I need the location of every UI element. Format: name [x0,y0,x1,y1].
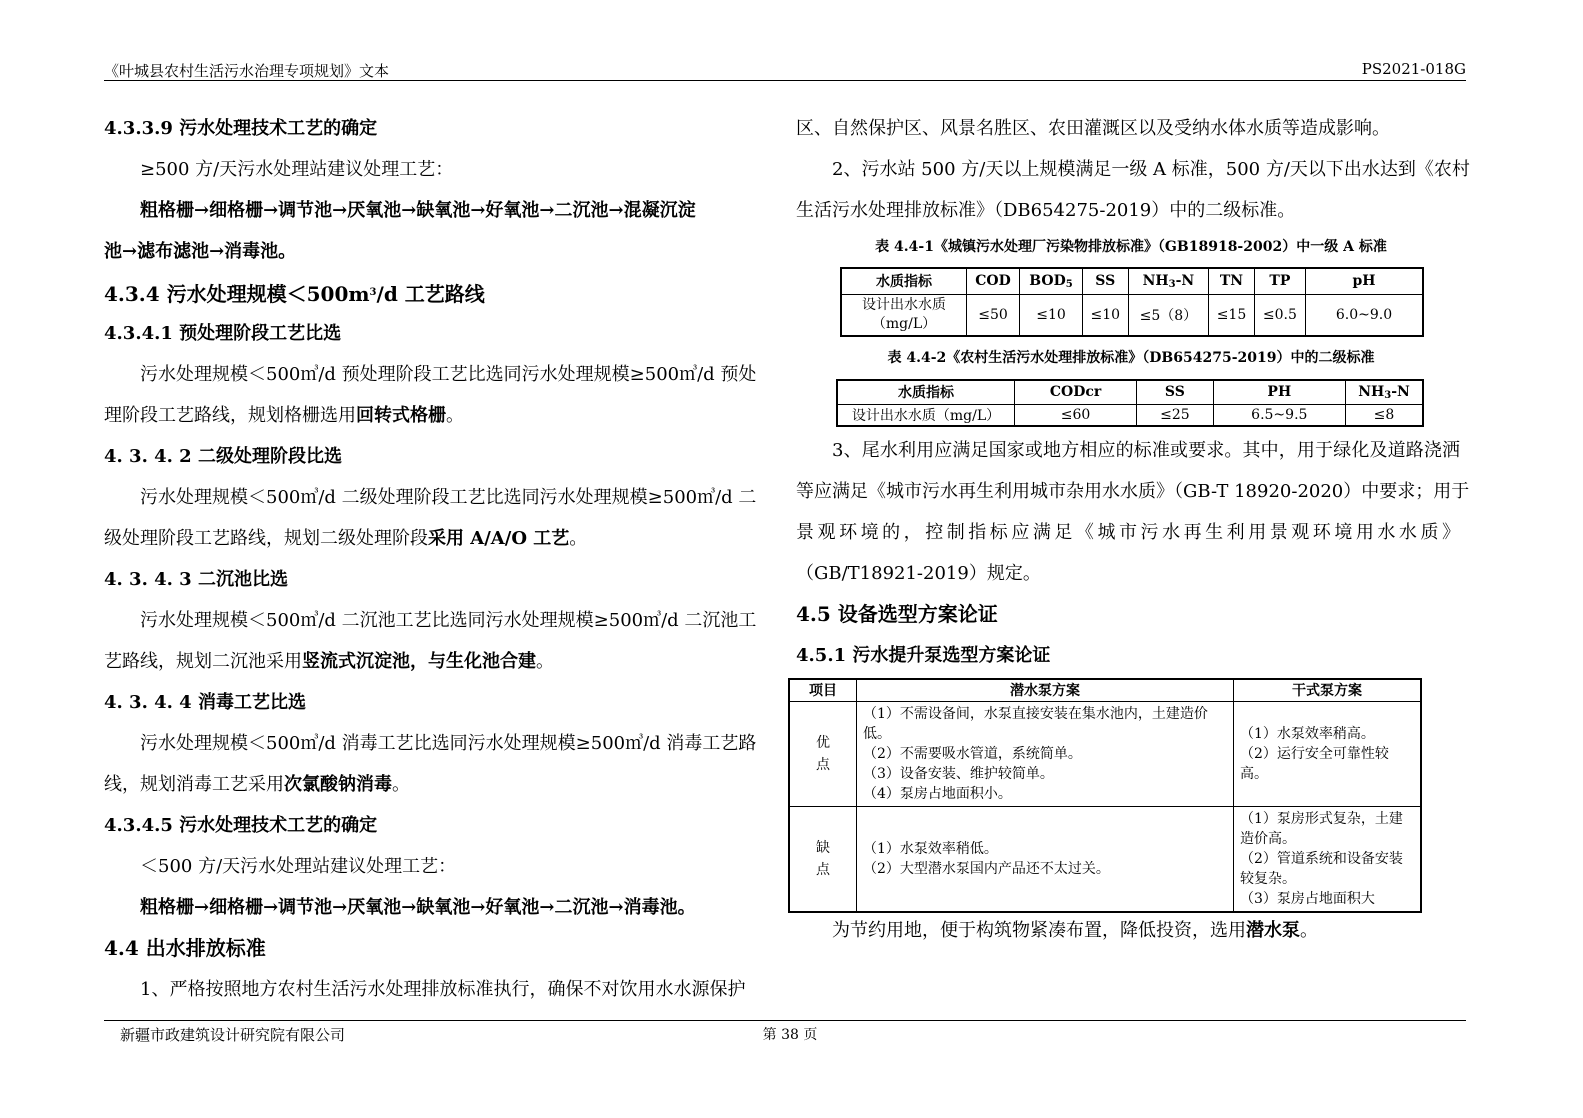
right-column-lower [796,430,1470,676]
t2-cell: ≤25 [1137,404,1213,426]
process-flow-cont: 池→滤布滤池→消毒池。 [104,241,297,262]
right-column [796,108,1470,231]
pump-header: 干式泵方案 [1234,679,1422,701]
paragraph-cont: 级处理阶段工艺路线，规划二级处理阶段采用 A/A/O 工艺。 [104,528,588,549]
pump-cell-dry-adv: （1）水泵效率稍高。 （2）运行安全可靠性较高。 [1234,701,1422,806]
footer-rule [104,1020,1466,1021]
paragraph: ≥500 方/天污水处理站建议处理工艺： [140,159,454,180]
heading-45: 4.5 设备选型方案论证 [796,602,998,626]
paragraph: 1、严格按照地方农村生活污水处理排放标准执行，确保不对饮用水水源保护 [140,979,746,1000]
page-number: 第 38 页 [762,1027,818,1043]
pump-header: 潜水泵方案 [857,679,1234,701]
header-right: PS2021-018G [1361,60,1466,78]
t2-header: SS [1137,380,1213,404]
t1-header: pH [1306,268,1424,294]
paragraph: 区、自然保护区、风景名胜区、农田灌溉区以及受纳水体水质等造成影响。 [796,118,1390,139]
pump-cell-sub-dis: （1）水泵效率稍低。 （2）大型潜水泵国内产品还不太过关。 [857,806,1234,912]
t2-cell: 6.5~9.5 [1213,404,1345,426]
t1-cell: 6.0~9.0 [1306,294,1424,336]
process-flow: 粗格栅→细格栅→调节池→厌氧池→缺氧池→好氧池→二沉池→混凝沉淀 [140,200,696,221]
paragraph-cont: （GB/T18921-2019）规定。 [796,563,1041,584]
t1-header: 水质指标 [841,268,967,294]
pump-cell-dry-dis: （1）泵房形式复杂，土建造价高。 （2）管道系统和设备安装较复杂。 （3）泵房占地面积大 [1234,806,1422,912]
t1-header: $NH_3-N$ [1128,268,1209,294]
t2-cell: ≤8 [1346,404,1424,426]
pump-header: 项目 [789,679,857,701]
t2-header: PH [1213,380,1345,404]
heading-4345: 4.3.4.5 污水处理技术工艺的确定 [104,815,378,836]
footer-left: 新疆市政建筑设计研究院有限公司 [120,1026,346,1044]
heading-4342: 4. 3. 4. 2 二级处理阶段比选 [104,446,342,467]
t1-cell: ≤0.5 [1254,294,1305,336]
t1-cell: ≤10 [1082,294,1128,336]
heading-4341: 4.3.4.1 预处理阶段工艺比选 [104,323,342,344]
t2-header: $NH_3-N$ [1346,380,1424,404]
paragraph: 污水处理规模＜500㎥/d 二级处理阶段工艺比选同污水处理规模≥500㎥/d 二 [140,487,757,508]
t1-header: TN [1209,268,1255,294]
t2-header: CODcr [1015,380,1137,404]
t2-cell: ≤60 [1015,404,1137,426]
t2-header: 水质指标 [837,380,1015,404]
heading-4344: 4. 3. 4. 4 消毒工艺比选 [104,692,306,713]
header-left: 《叶城县农村生活污水治理专项规划》文本 [104,62,390,80]
paragraph-cont: 艺路线，规划二沉池采用竖流式沉淀池，与生化池合建。 [104,651,554,672]
paragraph: 3、尾水利用应满足国家或地方相应的标准或要求。其中，用于绿化及道路浇洒 [832,440,1460,461]
paragraph: ＜500 方/天污水处理站建议处理工艺： [140,856,457,877]
header-rule [104,80,1466,81]
pump-table [788,678,1422,913]
t2-cell: 设计出水水质（mg/L） [837,404,1015,426]
paragraph-cont: 等应满足《城市污水再生利用城市杂用水水质》（GB-T 18920-2020）中要求；用于 [796,481,1470,502]
t1-cell: ≤15 [1209,294,1255,336]
paragraph-conclusion: 为节约用地，便于构筑物紧凑布置，降低投资，选用潜水泵。 [832,920,1318,941]
t1-cell: ≤10 [1020,294,1083,336]
table-442 [836,379,1424,427]
paragraph-cont: 线，规划消毒工艺采用次氯酸钠消毒。 [104,774,410,795]
t1-header: $BOD_5$ [1020,268,1083,294]
pump-cell-sub-adv: （1）不需设备间，水泵直接安装在集水池内，土建造价低。 （2）不需要吸水管道，系统简单。 （3）设备安装、维护较简单。 （4）泵房占地面积小。 [857,701,1234,806]
pump-row-label: 优 点 [789,701,857,806]
table-caption-1: 表 4.4-1《城镇污水处理厂污染物排放标准》（GB18918-2002）中一级 A 标准 [875,239,1387,255]
t1-cell: ≤5（8） [1128,294,1209,336]
table-441 [840,267,1424,337]
paragraph: 污水处理规模＜500㎥/d 消毒工艺比选同污水处理规模≥500㎥/d 消毒工艺路 [140,733,757,754]
t1-header: SS [1082,268,1128,294]
paragraph-cont: 生活污水处理排放标准》（DB654275-2019）中的二级标准。 [796,200,1296,221]
heading-451: 4.5.1 污水提升泵选型方案论证 [796,645,1051,666]
t1-header: COD [967,268,1020,294]
paragraph: 2、污水站 500 方/天以上规模满足一级 A 标准，500 方/天以下出水达到《农村 [832,159,1470,180]
t1-cell: ≤50 [967,294,1020,336]
t1-cell: 设计出水水质 （mg/L） [841,294,967,336]
t1-header: TP [1254,268,1305,294]
heading-434: 4.3.4 污水处理规模$<500m^3/d$ 工艺路线 [104,282,485,306]
process-flow: 粗格栅→细格栅→调节池→厌氧池→缺氧池→好氧池→二沉池→消毒池。 [140,897,696,918]
paragraph-cont: 理阶段工艺路线，规划格栅选用回转式格栅。 [104,405,464,426]
pump-row-label: 缺 点 [789,806,857,912]
left-column [104,108,757,1010]
heading-4343: 4. 3. 4. 3 二沉池比选 [104,569,288,590]
heading-44: 4.4 出水排放标准 [104,936,266,960]
paragraph: 污水处理规模＜500㎥/d 二沉池工艺比选同污水处理规模≥500㎥/d 二沉池工 [140,610,757,631]
heading-4339: 4.3.3.9 污水处理技术工艺的确定 [104,118,378,139]
table-caption-2: 表 4.4-2《农村生活污水处理排放标准》（DB654275-2019）中的二级标准 [887,350,1375,366]
paragraph: 污水处理规模＜500㎥/d 预处理阶段工艺比选同污水处理规模≥500㎥/d 预处 [140,364,757,385]
paragraph-cont: 景观环境的，控制指标应满足《城市污水再生利用景观环境用水水质》 [796,522,1460,543]
